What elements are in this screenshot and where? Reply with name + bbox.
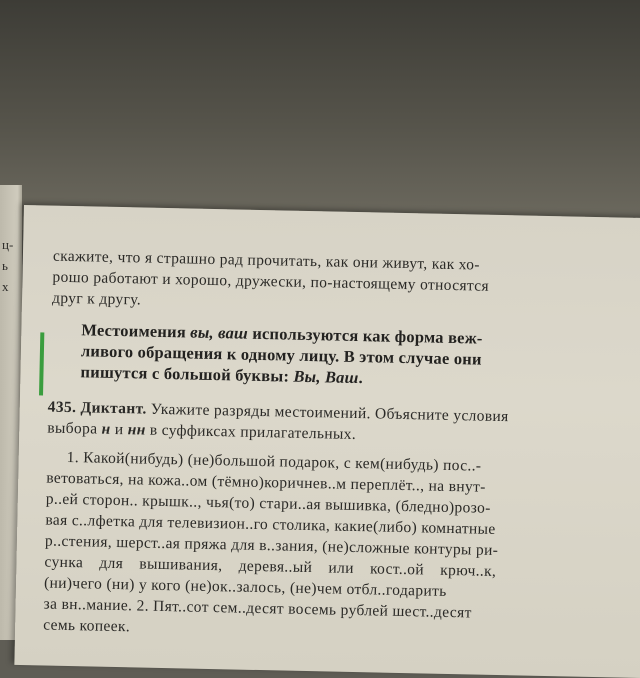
dictation-line: р..стения, шерст..ая пряжа для в..зания, (не)сложные контуры ри- [44, 532, 499, 560]
exercise-instruction: выбора [47, 419, 102, 438]
dictation-line: р..ей сторон.. крышк.., чья(то) стари..ая вышивка, (бледно)розо- [45, 490, 491, 517]
exercise-title: Диктант. [80, 399, 147, 418]
rule-text: . [358, 368, 364, 388]
left-page-fragment: х [2, 279, 9, 294]
exercise-instruction: в суффиксах прилагательных. [145, 421, 357, 444]
dictation-line: сунка для вышивания, деревя..ый или кост..ой крюч..к, [44, 553, 497, 580]
exercise-instruction: Укажите разряды местоимений. Объясните условия [146, 400, 509, 426]
textbook-page [14, 205, 640, 678]
paragraph-line: друг к другу. [51, 289, 142, 309]
rule-text: пишутся с большой буквы: [80, 362, 294, 386]
exercise-number: 435. [47, 398, 77, 417]
dictation-line: семь копеек. [43, 616, 131, 636]
paragraph-line: рошо работают и хорошо, дружески, по-настоящему относятся [52, 268, 490, 295]
dictation-line: вая с..лфетка для телевизион..го столика, какие(либо) комнатные [45, 511, 496, 538]
rule-text: используются как форма веж- [247, 323, 483, 348]
letter-nn: нн [127, 421, 146, 439]
dictation-line: (ни)чего (ни) у кого (не)ок..залось, (не)чем отбл..годарить [43, 574, 447, 600]
rule-emphasis: вы, ваш [190, 322, 249, 343]
exercise-instruction: и [110, 420, 128, 439]
paragraph-line: скажите, что я страшно рад прочитать, как они живут, как хо- [52, 247, 481, 274]
rule-line: ливого обращения к одному лицу. В этом случае они [80, 341, 482, 369]
exercise-instruction-line [47, 420, 356, 444]
rule-emphasis: Вы, Ваш [293, 366, 359, 388]
dictation-line: за вн..мание. 2. Пят..сот сем..десят восемь рублей шест..десят [43, 595, 472, 622]
rule-marker-bar [39, 332, 44, 395]
letter-n: н [101, 420, 111, 438]
dictation-line: 1. Какой(нибудь) (не)большой подарок, с кем(нибудь) пос..- [66, 448, 482, 475]
dictation-line: ветоваться, на кожа..ом (тёмно)коричнев..м переплёт.., на внут- [46, 469, 486, 496]
left-page-fragment: ц- [2, 237, 14, 252]
background [0, 0, 640, 230]
rule-text: Местоимения [81, 320, 191, 342]
left-page-fragment: ь [2, 258, 8, 273]
